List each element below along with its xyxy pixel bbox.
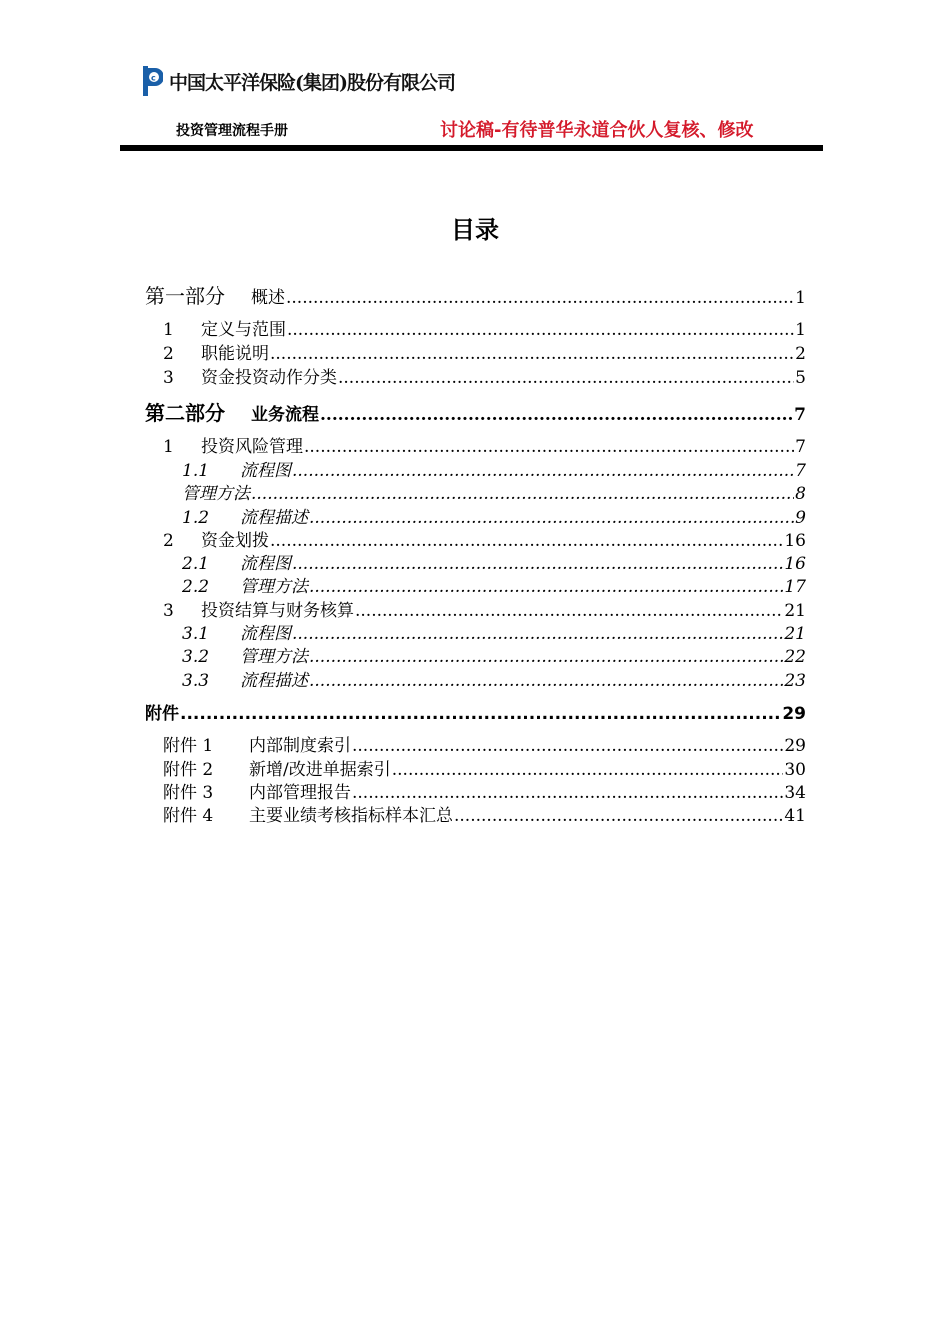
toc-entry[interactable] [163,315,806,340]
page-number: 1 [795,288,806,308]
entry-title: 主要业绩考核指标样本汇总 [249,806,453,826]
toc-part-2[interactable] [145,397,806,426]
leader-dots [292,461,794,481]
page-number: 1 [795,320,806,340]
toc-appendix-entry[interactable] [163,801,806,826]
company-logo [143,64,455,98]
page-number: 17 [784,577,806,597]
entry-title: 管理方法 [182,484,250,504]
page-number: 29 [784,736,806,756]
manual-title: 投资管理流程手册 [176,123,288,139]
entry-number: 2.2 [182,577,210,597]
entry-number: 1 [163,437,174,457]
entry-number: 1.2 [182,508,210,528]
entry-number: 附件 2 [163,760,214,780]
page-number: 21 [784,624,806,644]
entry-title: 投资结算与财务核算 [201,601,354,621]
toc-appendix-entry[interactable] [163,778,806,803]
toc-subentry[interactable] [182,572,806,597]
entry-title: 资金划拨 [201,531,269,551]
cpic-logo-icon [143,66,163,96]
page-number: 7 [795,461,806,481]
entry-title: 内部管理报告 [249,783,351,803]
page-number: 34 [784,783,806,803]
toc-title: 目录 [451,216,499,244]
entry-title: 职能说明 [201,344,269,364]
toc-appendix-entry[interactable] [163,731,806,756]
header-rule [120,145,823,151]
entry-number: 3 [163,368,174,388]
leader-dots [355,601,783,621]
entry-title: 新增/改进单据索引 [249,760,391,780]
entry-title: 流程描述 [240,671,308,691]
leader-dots [292,554,783,574]
toc-part-1[interactable] [145,280,806,309]
page-number: 23 [784,671,806,691]
entry-title: 流程描述 [240,508,308,528]
leader-dots [352,783,783,803]
entry-number: 3.3 [182,671,210,691]
entry-title: 资金投资动作分类 [201,368,337,388]
page-number: 29 [782,704,806,724]
page-number: 2 [795,344,806,364]
leader-dots [338,368,794,388]
page-number: 9 [795,508,806,528]
entry-number: 附件 4 [163,806,214,826]
leader-dots [292,624,783,644]
toc-subentry[interactable] [182,619,806,644]
toc-appendix[interactable] [145,699,806,724]
toc-appendix-entry[interactable] [163,755,806,780]
entry-title: 内部制度索引 [249,736,351,756]
entry-number: 3.1 [182,624,210,644]
entry-number: 1 [163,320,174,340]
entry-title: 管理方法 [240,647,308,667]
leader-dots [309,671,783,691]
leader-dots [309,647,783,667]
leader-dots [352,736,783,756]
page-number: 7 [794,405,806,425]
part-title: 业务流程 [251,405,319,425]
entry-title: 管理方法 [240,577,308,597]
leader-dots [286,288,794,308]
part-label: 第一部分 [145,284,225,308]
company-name: 中国太平洋保险(集团)股份有限公司 [169,71,455,94]
leader-dots [392,760,784,780]
page-number: 41 [784,806,806,826]
leader-dots [270,531,783,551]
toc-subentry[interactable] [182,456,806,481]
leader-dots [287,320,794,340]
entry-number: 3.2 [182,647,210,667]
page-number: 16 [784,554,806,574]
appendix-label: 附件 [145,704,179,724]
entry-title: 流程图 [240,461,291,481]
toc-subentry[interactable] [182,642,806,667]
entry-title: 流程图 [240,554,291,574]
page-number: 21 [784,601,806,621]
toc-entry[interactable] [163,526,806,551]
toc-subentry[interactable] [182,479,806,504]
toc-subentry[interactable] [182,549,806,574]
page-number: 5 [795,368,806,388]
part-title: 概述 [251,288,285,308]
entry-title: 定义与范围 [201,320,286,340]
draft-note: 讨论稿-有待普华永道合伙人复核、修改 [440,120,754,141]
leader-dots [309,577,783,597]
leader-dots [304,437,794,457]
toc-subentry[interactable] [182,503,806,528]
toc-entry[interactable] [163,339,806,364]
entry-number: 2 [163,344,174,364]
page-number: 22 [784,647,806,667]
leader-dots [180,704,781,724]
leader-dots [454,806,783,826]
leader-dots [251,484,794,504]
page-number: 8 [795,484,806,504]
leader-dots [309,508,794,528]
entry-number: 附件 1 [163,736,214,756]
leader-dots [270,344,794,364]
page-number: 30 [784,760,806,780]
page-number: 7 [795,437,806,457]
toc-entry[interactable] [163,596,806,621]
part-label: 第二部分 [145,401,225,425]
entry-title: 流程图 [240,624,291,644]
toc-entry[interactable] [163,432,806,457]
entry-number: 2.1 [182,554,210,574]
svg-text:c: c [151,73,156,83]
toc-entry[interactable] [163,363,806,388]
toc-subentry[interactable] [182,666,806,691]
leader-dots [320,405,793,425]
entry-title: 投资风险管理 [201,437,303,457]
entry-number: 2 [163,531,174,551]
entry-number: 附件 3 [163,783,214,803]
page-number: 16 [784,531,806,551]
entry-number: 3 [163,601,174,621]
entry-number: 1.1 [182,461,210,481]
